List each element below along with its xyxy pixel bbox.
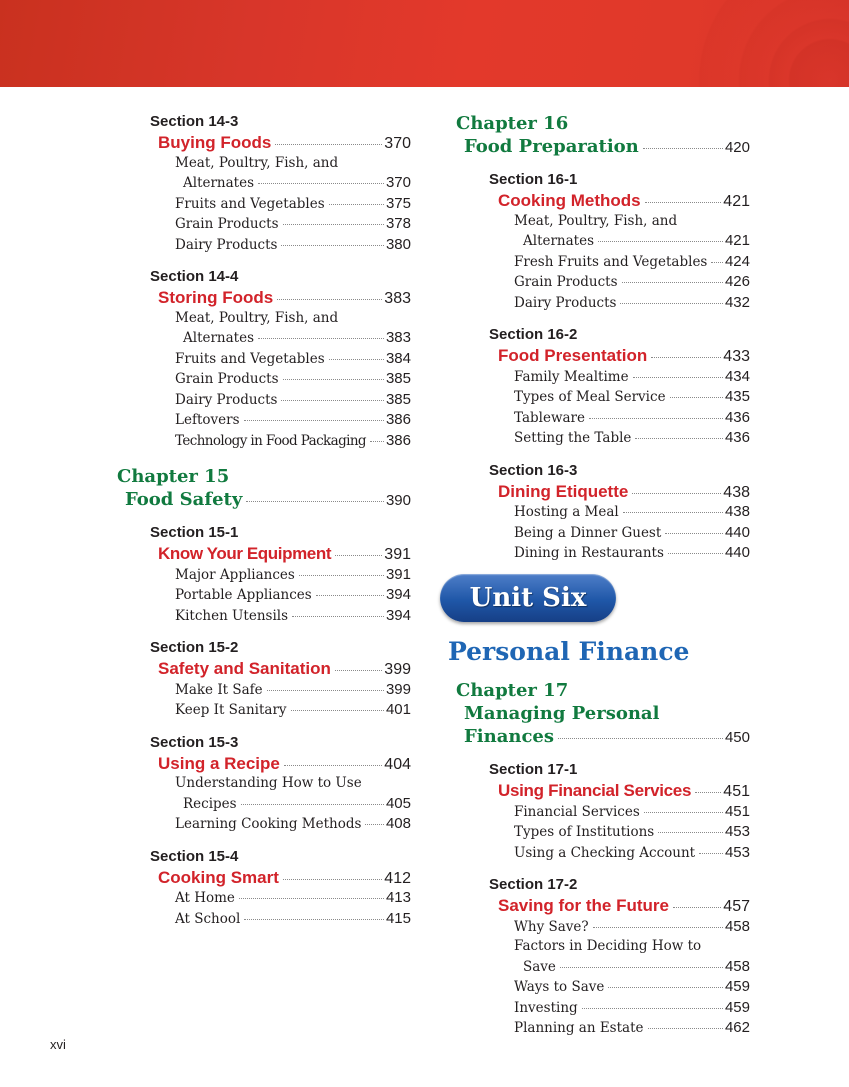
section-label: Section 15-1 (150, 524, 239, 541)
toc-item-wrap: Meat, Poultry, Fish, and (175, 309, 339, 326)
toc-right-column-lower (448, 679, 750, 1039)
section-label: Section 16-1 (489, 171, 578, 188)
item-label: Hosting a Meal (514, 504, 619, 520)
item-label: Financial Services (514, 803, 640, 820)
item-label: At Home (175, 890, 235, 906)
page-number: 421 (723, 193, 750, 210)
section-16-3 (448, 461, 750, 564)
page-number: 457 (723, 898, 750, 915)
item-label: Setting the Table (514, 430, 632, 446)
item-label: Fresh Fruits and Vegetables (514, 253, 708, 270)
page-number: 453 (724, 823, 750, 840)
toc-item[interactable] (448, 802, 750, 823)
toc-item[interactable] (117, 173, 411, 194)
toc-entry-safety-and-sanitation[interactable] (117, 658, 411, 680)
page-number: 458 (724, 917, 750, 935)
item-label: Investing (514, 999, 578, 1016)
toc-item[interactable] (117, 680, 411, 701)
toc-entry-cooking-methods[interactable] (448, 190, 750, 212)
leader-dots (277, 299, 382, 300)
leader-dots (258, 338, 384, 339)
page-number: 383 (384, 290, 411, 307)
leader-dots (651, 357, 721, 358)
leader-dots (673, 907, 721, 908)
page-number: 413 (385, 889, 411, 906)
section-16-2 (448, 325, 750, 449)
toc-item[interactable] (448, 367, 750, 388)
section-title: Cooking Smart (158, 867, 279, 887)
leader-dots (370, 441, 384, 442)
toc-item[interactable] (448, 977, 750, 998)
leader-dots (284, 765, 382, 766)
section-14-4 (117, 267, 411, 451)
leader-dots (244, 919, 384, 920)
page-number: 370 (385, 174, 411, 191)
unit-title: Personal Finance (448, 637, 690, 666)
toc-entry-using-financial-services[interactable] (448, 780, 750, 802)
section-label: Section 17-2 (489, 876, 578, 893)
page-number: 420 (724, 139, 750, 156)
leader-dots (711, 262, 723, 263)
toc-left-column (117, 112, 411, 929)
section-15-1 (117, 523, 411, 626)
toc-item[interactable] (448, 293, 750, 314)
item-label: Grain Products (175, 371, 279, 387)
leader-dots (281, 245, 383, 246)
section-label: Section 15-4 (150, 847, 239, 865)
toc-item[interactable] (448, 523, 750, 544)
toc-entry-storing-foods[interactable] (117, 287, 411, 309)
page-number: 433 (723, 348, 750, 365)
toc-item[interactable] (448, 502, 750, 523)
toc-item[interactable] (117, 700, 411, 721)
leader-dots (648, 1028, 723, 1029)
item-label: Types of Institutions (514, 824, 655, 840)
page-number: 421 (724, 232, 750, 249)
item-label: Fruits and Vegetables (175, 195, 325, 212)
item-label: Save (523, 958, 556, 975)
leader-dots (316, 595, 384, 596)
item-label: Dairy Products (175, 236, 278, 253)
item-label: Learning Cooking Methods (175, 816, 362, 832)
item-label: Grain Products (175, 216, 279, 232)
section-14-3 (117, 112, 411, 255)
item-label: Planning an Estate (514, 1020, 644, 1036)
item-label: Using a Checking Account (514, 844, 696, 861)
item-label: Ways to Save (514, 979, 605, 995)
page-number: 401 (385, 701, 411, 718)
page-number: 462 (724, 1019, 750, 1036)
toc-item[interactable] (448, 428, 750, 449)
section-label: Section 15-3 (150, 733, 239, 751)
leader-dots (239, 898, 384, 899)
page-number: 424 (724, 252, 750, 270)
item-label: Tableware (514, 409, 586, 426)
leader-dots (620, 303, 722, 304)
item-label: Portable Appliances (175, 587, 312, 603)
section-title: Using Financial Services (498, 781, 692, 800)
leader-dots (593, 927, 723, 928)
section-15-2 (117, 638, 411, 721)
leader-dots (622, 282, 723, 283)
leader-dots (665, 533, 723, 534)
page-number: 438 (723, 483, 750, 501)
leader-dots (635, 438, 723, 439)
leader-dots (258, 183, 384, 184)
toc-item[interactable] (117, 431, 411, 452)
leader-dots (283, 379, 384, 380)
toc-entry-using-a-recipe[interactable] (117, 753, 411, 775)
toc-item-wrap: Understanding How to Use (175, 775, 362, 791)
page-number: 386 (385, 411, 411, 428)
chapter-title: Food Safety (125, 489, 243, 510)
chapter-title-line2: Finances (464, 726, 554, 747)
leader-dots (281, 400, 383, 401)
toc-item[interactable] (448, 252, 750, 273)
section-label: Section 17-1 (489, 761, 578, 778)
leader-dots (670, 397, 723, 398)
page-number: 415 (385, 909, 411, 927)
page-number: 459 (724, 998, 750, 1016)
page-number: 385 (385, 370, 411, 387)
leader-dots (335, 555, 382, 556)
leader-dots (241, 804, 384, 805)
page-number: 451 (723, 783, 750, 800)
item-label: Dairy Products (514, 294, 617, 311)
unit-badge-label: Unit Six (469, 583, 587, 613)
toc-entry-managing-personal-finances[interactable] (448, 725, 750, 748)
page-number: 450 (724, 729, 750, 746)
section-title: Using a Recipe (158, 753, 280, 773)
page-number: 386 (385, 431, 411, 449)
page-number: 394 (385, 586, 411, 603)
toc-entry-food-preparation[interactable] (448, 135, 750, 158)
page-number: 459 (724, 978, 750, 995)
page-number: 404 (384, 755, 411, 773)
toc-right-column (448, 112, 750, 564)
toc-item-wrap: Meat, Poultry, Fish, and (514, 212, 678, 229)
toc-item[interactable] (117, 606, 411, 627)
leader-dots (283, 224, 384, 225)
item-label: Alternates (183, 175, 255, 191)
page-number: 399 (384, 661, 411, 678)
leader-dots (283, 879, 382, 880)
leader-dots (244, 420, 384, 421)
page-number: 390 (385, 492, 411, 509)
leader-dots (645, 202, 722, 203)
page-number: 391 (384, 546, 411, 563)
item-label: Dining in Restaurants (514, 545, 664, 561)
page-number: 412 (384, 869, 411, 887)
leader-dots (643, 148, 723, 149)
item-label: Fruits and Vegetables (175, 350, 325, 367)
page-number: 451 (724, 802, 750, 820)
page-number: 440 (724, 523, 750, 541)
item-label: Being a Dinner Guest (514, 524, 662, 541)
item-label: Kitchen Utensils (175, 607, 289, 624)
chapter-15 (117, 465, 411, 511)
toc-item[interactable] (117, 328, 411, 349)
toc-entry-know-your-equipment[interactable] (117, 543, 411, 565)
leader-dots (582, 1008, 723, 1009)
section-label: Section 16-2 (489, 326, 578, 343)
item-label: Types of Meal Service (514, 389, 666, 405)
chapter-title-line1: Managing Personal (464, 703, 660, 724)
page-number: 440 (724, 544, 750, 561)
page-number: 375 (385, 194, 411, 212)
toc-item[interactable] (117, 909, 411, 930)
item-label: Recipes (183, 795, 237, 812)
page-number: 458 (724, 957, 750, 975)
section-title: Buying Foods (158, 133, 272, 152)
toc-item[interactable] (117, 410, 411, 431)
item-label: Family Mealtime (514, 368, 629, 385)
toc-entry-food-presentation[interactable] (448, 345, 750, 367)
toc-item[interactable] (117, 349, 411, 370)
unit-badge (440, 574, 616, 622)
page-number: 384 (385, 349, 411, 367)
item-label: Alternates (183, 330, 255, 346)
toc-item[interactable] (117, 585, 411, 606)
leader-dots (598, 241, 723, 242)
leader-dots (329, 359, 384, 360)
item-label: Make It Safe (175, 681, 263, 698)
toc-item[interactable] (117, 888, 411, 909)
page-number: 391 (385, 565, 411, 583)
page-number: 380 (385, 235, 411, 253)
chapter-16 (448, 112, 750, 158)
toc-item[interactable] (448, 408, 750, 429)
leader-dots (558, 738, 723, 739)
leader-dots (633, 377, 723, 378)
item-label: Why Save? (514, 918, 589, 935)
toc-item[interactable] (448, 272, 750, 293)
leader-dots (699, 853, 723, 854)
section-label: Section 14-3 (150, 113, 239, 130)
item-label: Grain Products (514, 274, 618, 290)
section-title: Saving for the Future (498, 896, 669, 915)
page-number: 394 (385, 606, 411, 624)
toc-entry-buying-foods[interactable] (117, 132, 411, 154)
section-17-2 (448, 875, 750, 1039)
leader-dots (695, 792, 721, 793)
leader-dots (668, 553, 723, 554)
toc-entry-saving-for-the-future[interactable] (448, 895, 750, 917)
toc-item[interactable] (117, 390, 411, 411)
page-number: 453 (724, 843, 750, 861)
section-label: Section 16-3 (489, 461, 578, 479)
toc-item[interactable] (448, 957, 750, 978)
toc-item[interactable] (117, 794, 411, 815)
section-title: Know Your Equipment (158, 544, 332, 563)
page-number: 408 (385, 815, 411, 832)
page-number: 370 (384, 135, 411, 152)
page-number: 405 (385, 794, 411, 812)
page-number: 436 (724, 408, 750, 426)
toc-item[interactable] (448, 998, 750, 1019)
toc-entry-dining-etiquette[interactable] (448, 481, 750, 503)
leader-dots (291, 710, 384, 711)
toc-entry-cooking-smart[interactable] (117, 867, 411, 889)
leader-dots (658, 832, 723, 833)
page-number: 378 (385, 215, 411, 232)
section-17-1 (448, 760, 750, 863)
leader-dots (275, 144, 382, 145)
header-banner (0, 0, 849, 87)
chapter-title: Food Preparation (464, 136, 639, 157)
item-label: At School (175, 910, 241, 927)
section-title: Cooking Methods (498, 191, 641, 210)
toc-item[interactable] (448, 231, 750, 252)
page-number: 399 (385, 680, 411, 698)
leader-dots (365, 824, 384, 825)
leader-dots (560, 967, 723, 968)
toc-item[interactable] (448, 387, 750, 408)
leader-dots (299, 575, 384, 576)
chapter-17 (448, 679, 750, 748)
toc-item[interactable] (117, 369, 411, 390)
toc-entry-food-safety[interactable] (117, 488, 411, 511)
page-number: 385 (385, 390, 411, 408)
page-number: 438 (724, 503, 750, 520)
section-16-1 (448, 170, 750, 313)
leader-dots (267, 690, 384, 691)
item-label: Dairy Products (175, 391, 278, 408)
toc-item[interactable] (117, 814, 411, 835)
section-label: Section 15-2 (150, 639, 239, 656)
leader-dots (589, 418, 723, 419)
page-number: 383 (385, 329, 411, 346)
toc-item[interactable] (448, 917, 750, 938)
toc-item[interactable] (448, 1018, 750, 1039)
item-label: Leftovers (175, 412, 240, 428)
section-title: Dining Etiquette (498, 481, 629, 501)
page-number: 436 (724, 429, 750, 446)
leader-dots (644, 812, 723, 813)
page-number: 434 (724, 367, 750, 385)
toc-item[interactable] (448, 543, 750, 564)
page-number: 426 (724, 273, 750, 290)
toc-item[interactable] (448, 843, 750, 864)
page-number: 432 (724, 293, 750, 311)
toc-item[interactable] (448, 822, 750, 843)
leader-dots (246, 501, 384, 502)
leader-dots (335, 670, 382, 671)
section-15-3 (117, 733, 411, 835)
page-number: 435 (724, 388, 750, 405)
chapter-label: Chapter 16 (456, 113, 569, 134)
item-label: Alternates (523, 233, 595, 249)
section-label: Section 14-4 (150, 268, 239, 285)
section-title: Food Presentation (498, 346, 648, 365)
toc-item[interactable] (117, 214, 411, 235)
toc-item-wrap: Factors in Deciding How to (514, 938, 702, 954)
toc-item-wrap: Meat, Poultry, Fish, and (175, 154, 339, 171)
section-title: Storing Foods (158, 288, 274, 307)
chapter-label: Chapter 17 (456, 680, 569, 701)
item-label: Major Appliances (175, 566, 295, 583)
toc-item[interactable] (117, 565, 411, 586)
toc-item[interactable] (117, 235, 411, 256)
section-15-4 (117, 847, 411, 930)
leader-dots (292, 616, 384, 617)
leader-dots (329, 204, 384, 205)
leader-dots (623, 512, 723, 513)
leader-dots (608, 987, 723, 988)
leader-dots (632, 493, 721, 494)
chapter-label: Chapter 15 (117, 466, 230, 487)
item-label: Technology in Food Packaging (175, 432, 366, 449)
toc-item[interactable] (117, 194, 411, 215)
page-folio: xvi (50, 1037, 66, 1052)
item-label: Keep It Sanitary (175, 702, 287, 718)
section-title: Safety and Sanitation (158, 659, 331, 678)
